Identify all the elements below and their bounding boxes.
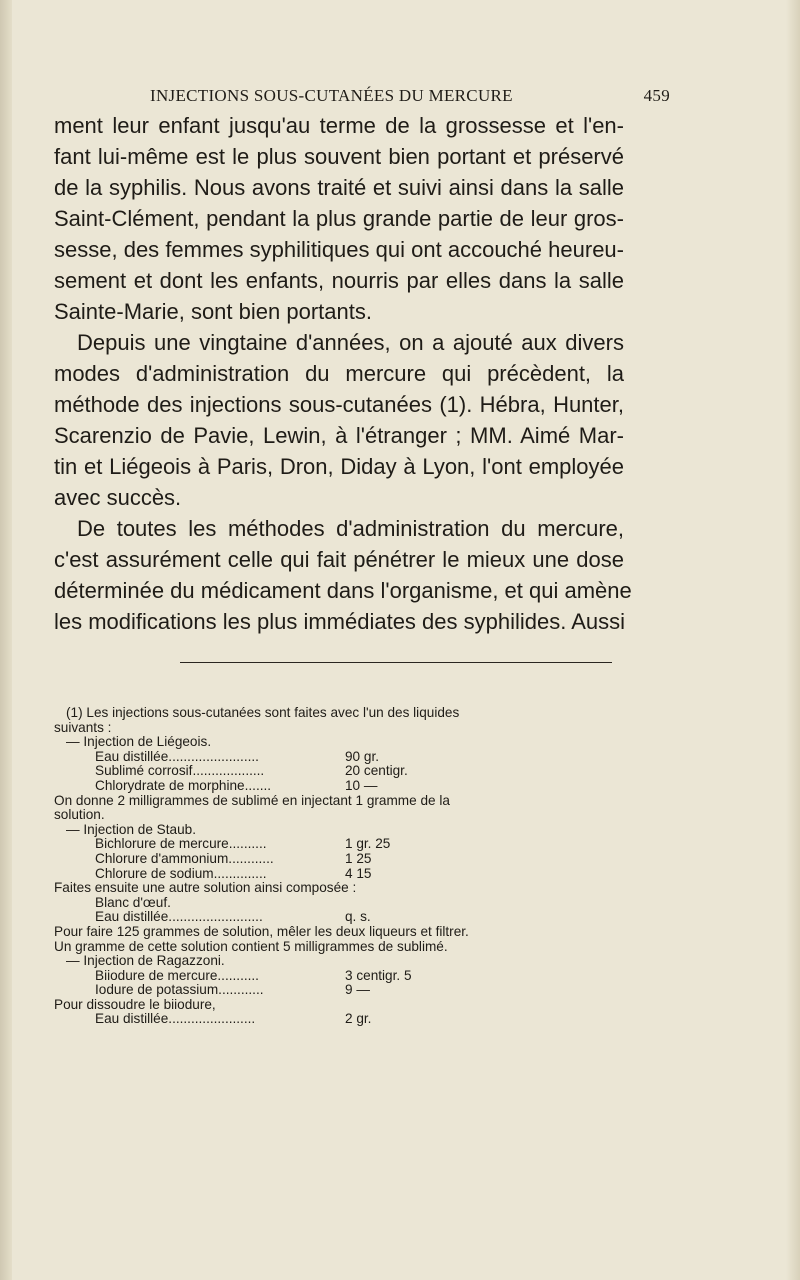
text-line: tin et Liégeois à Paris, Dron, Diday à Lyon, l'ont employée <box>54 454 624 479</box>
ingredient-name: Chlorure d'ammonium............ <box>95 850 274 866</box>
ingredient-quantity: 4 15 <box>345 865 372 881</box>
footnote-line: solution. <box>54 807 105 823</box>
main-text <box>54 110 632 637</box>
text-line: déterminée du médicament dans l'organisme, et qui amène <box>54 578 632 603</box>
text-line: ment leur enfant jusqu'au terme de la grossesse et l'en- <box>54 113 624 138</box>
ingredient-quantity: 10 — <box>345 777 378 793</box>
recipe-title: — Injection de Staub. <box>66 821 196 837</box>
text-line: avec succès. <box>54 485 182 510</box>
ingredient-name: Sublimé corrosif................... <box>95 763 265 779</box>
recipe-item <box>54 837 634 852</box>
recipe-item <box>54 910 634 925</box>
text-line: Saint-Clément, pendant la plus grande partie de leur gros- <box>54 206 624 231</box>
text-line: c'est assurément celle qui fait pénétrer le mieux une dose <box>54 547 624 572</box>
ingredient-name: Eau distillée........................ <box>95 748 259 764</box>
ingredient-name: Iodure de potassium............ <box>95 982 264 998</box>
ingredient-name: Blanc d'œuf. <box>95 894 171 910</box>
text-line: Scarenzio de Pavie, Lewin, à l'étranger ; MM. Aimé Mar- <box>54 423 624 448</box>
text-line: De toutes les méthodes d'administration du mercure, <box>77 516 624 541</box>
text-line: Depuis une vingtaine d'années, on a ajouté aux divers <box>77 330 624 355</box>
recipe-title: — Injection de Liégeois. <box>66 734 212 750</box>
running-head-title: INJECTIONS SOUS-CUTANÉES DU MERCURE <box>150 86 513 105</box>
ingredient-name: Eau distillée....................... <box>95 1011 256 1027</box>
footnote-line: Faites ensuite une autre solution ainsi composée : <box>54 880 357 896</box>
recipe-item <box>54 969 634 984</box>
page-right-edge <box>786 0 800 1280</box>
text-line: Sainte-Marie, sont bien portants. <box>54 299 372 324</box>
recipe-item <box>54 750 634 765</box>
footnote-line: (1) Les injections sous-cutanées sont faites avec l'un des liquides <box>66 705 460 720</box>
ingredient-quantity: 20 centigr. <box>345 763 408 779</box>
text-line: les modifications les plus immédiates des syphilides. Aussi <box>54 609 626 634</box>
footnote-line: Pour faire 125 grammes de solution, mêler les deux liqueurs et filtrer. <box>54 923 469 939</box>
ingredient-name: Chlorydrate de morphine....... <box>95 777 272 793</box>
ingredient-name: Biiodure de mercure........... <box>95 967 259 983</box>
text-line: sesse, des femmes syphilitiques qui ont accouché heureu- <box>54 237 624 262</box>
recipe-title: — Injection de Ragazzoni. <box>66 953 225 969</box>
recipe-item <box>54 764 634 779</box>
recipe-item <box>54 867 634 882</box>
page-number: 459 <box>643 86 670 105</box>
ingredient-quantity: 2 gr. <box>345 1011 372 1027</box>
ingredient-quantity: 1 25 <box>345 850 372 866</box>
text-line: méthode des injections sous-cutanées (1). Hébra, Hunter, <box>54 392 624 417</box>
text-line: sement et dont les enfants, nourris par elles dans la salle <box>54 268 624 293</box>
recipe-item <box>54 852 634 867</box>
text-line: modes d'administration du mercure qui précèdent, la <box>54 361 624 386</box>
footnote-line: Un gramme de cette solution contient 5 milligrammes de sublimé. <box>54 938 448 954</box>
footnote-line: suivants : <box>54 719 112 735</box>
ingredient-name: Bichlorure de mercure.......... <box>95 836 267 852</box>
footnote-line: On donne 2 milligrammes de sublimé en injectant 1 gramme de la <box>54 792 450 808</box>
text-line: fant lui-même est le plus souvent bien portant et préservé <box>54 144 624 169</box>
footnote <box>54 706 634 1027</box>
ingredient-name: Eau distillée......................... <box>95 909 263 925</box>
footnote-line: Pour dissoudre le biiodure, <box>54 996 216 1012</box>
recipe-item <box>54 896 634 911</box>
ingredient-quantity: 9 — <box>345 982 370 998</box>
ingredient-name: Chlorure de sodium.............. <box>95 865 267 881</box>
ingredient-quantity: 1 gr. 25 <box>345 836 391 852</box>
recipe-item <box>54 1012 634 1027</box>
running-head <box>150 86 670 106</box>
page-binding-edge <box>0 0 12 1280</box>
ingredient-quantity: 3 centigr. 5 <box>345 967 412 983</box>
text-line: de la syphilis. Nous avons traité et suivi ainsi dans la salle <box>54 175 624 200</box>
ingredient-quantity: 90 gr. <box>345 748 380 764</box>
recipe-item <box>54 779 634 794</box>
footnote-separator-rule <box>180 662 612 663</box>
ingredient-quantity: q. s. <box>345 909 371 925</box>
recipe-item <box>54 983 634 998</box>
